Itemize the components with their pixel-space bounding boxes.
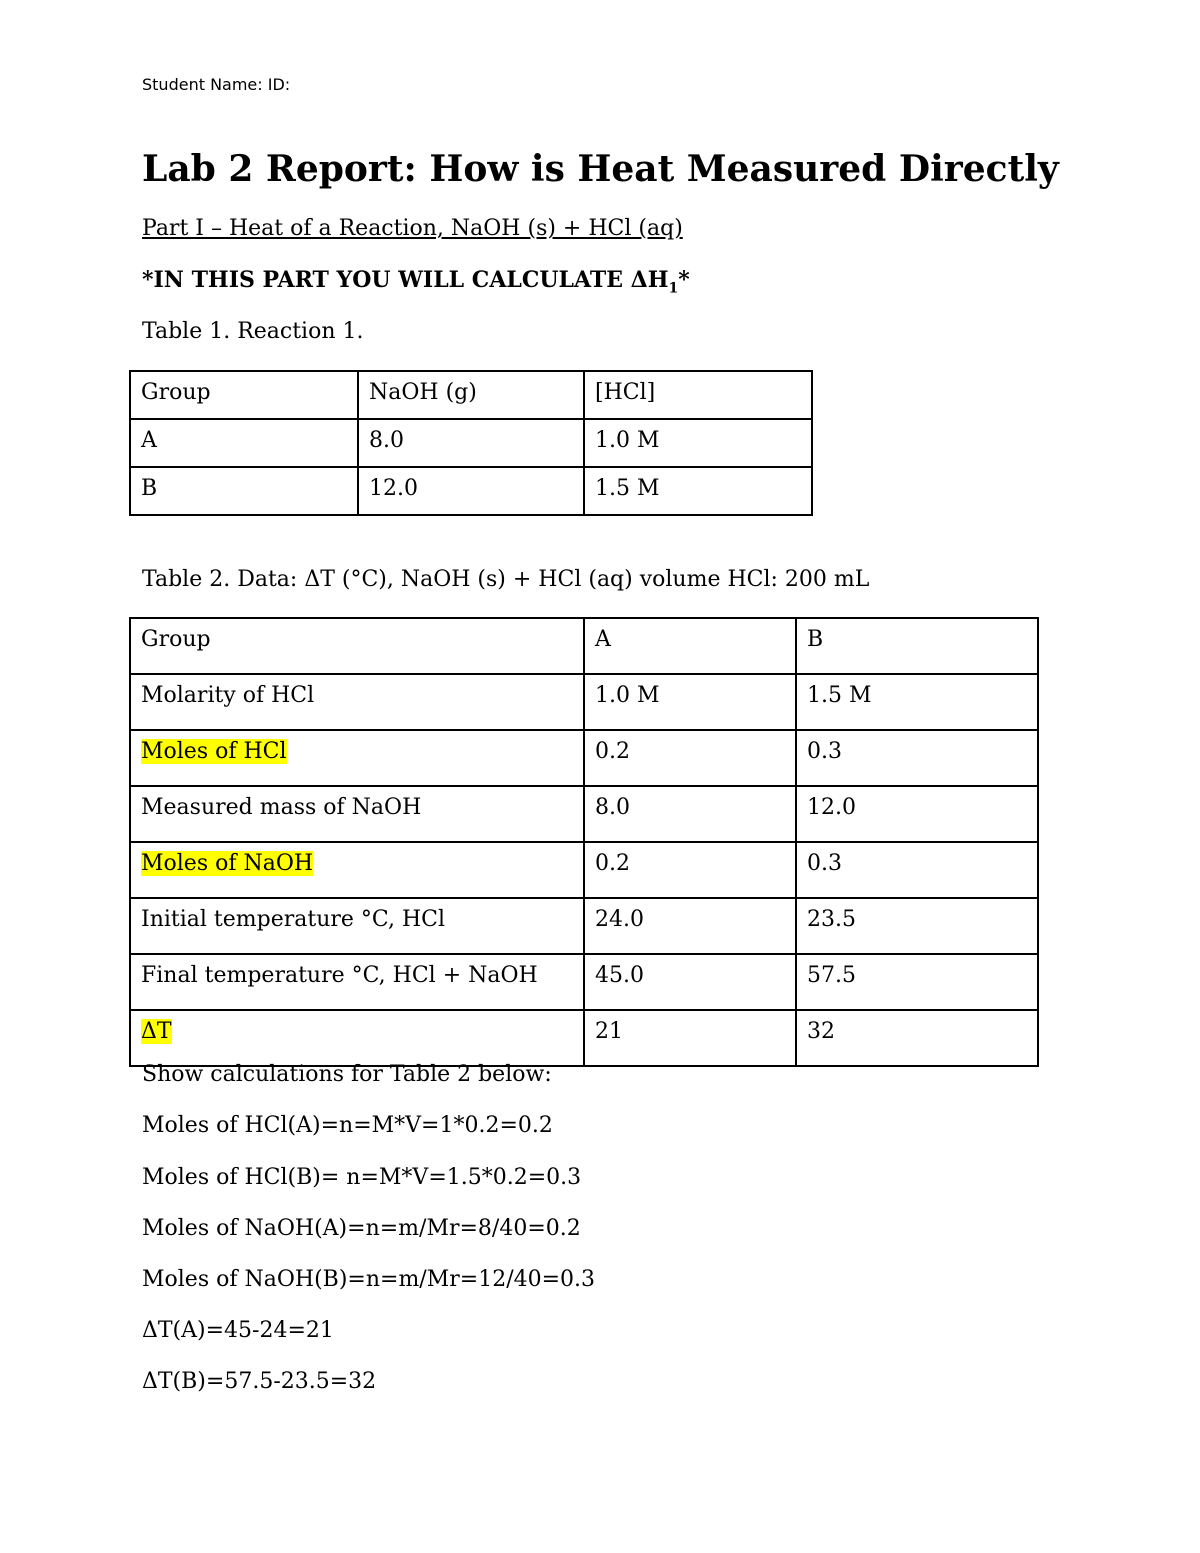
table-header-row	[130, 618, 1038, 674]
table-row	[130, 786, 1038, 842]
table-row	[130, 467, 812, 515]
table-cell: 57.5	[796, 954, 1038, 1010]
table-cell: 8.0	[584, 786, 796, 842]
table-cell: 1.0 M	[584, 674, 796, 730]
table-cell: 8.0	[358, 419, 584, 467]
table-header-cell: [HCl]	[584, 371, 812, 419]
table-cell: Molarity of HCl	[130, 674, 584, 730]
table-row	[130, 898, 1038, 954]
data-table	[129, 617, 1039, 1067]
table-row	[130, 730, 1038, 786]
table-cell: B	[130, 467, 358, 515]
table-cell: 45.0	[584, 954, 796, 1010]
calculation-line: ΔT(B)=57.5-23.5=32	[142, 1369, 377, 1394]
highlighted-label: ΔT	[141, 1019, 172, 1044]
table-cell: 0.3	[796, 842, 1038, 898]
table-cell: 12.0	[358, 467, 584, 515]
calculation-line: Moles of NaOH(B)=n=m/Mr=12/40=0.3	[142, 1267, 596, 1292]
page-title: Lab 2 Report: How is Heat Measured Directly	[142, 148, 1059, 190]
table-cell: 12.0	[796, 786, 1038, 842]
table-header-cell: NaOH (g)	[358, 371, 584, 419]
table-cell: Initial temperature °C, HCl	[130, 898, 584, 954]
instruction-subscript: 1	[668, 280, 679, 297]
table-cell: 1.5 M	[584, 467, 812, 515]
table-row	[130, 842, 1038, 898]
table-cell: Final temperature °C, HCl + NaOH	[130, 954, 584, 1010]
table-row	[130, 419, 812, 467]
table-row	[130, 674, 1038, 730]
part-heading: Part I – Heat of a Reaction, NaOH (s) + HCl (aq)	[142, 216, 683, 241]
table-row	[130, 954, 1038, 1010]
calculation-line: Moles of NaOH(A)=n=m/Mr=8/40=0.2	[142, 1216, 581, 1241]
table-cell	[130, 1010, 584, 1066]
table-cell: 1.0 M	[584, 419, 812, 467]
instruction-line	[142, 267, 690, 296]
table-cell: 0.3	[796, 730, 1038, 786]
table-cell: 0.2	[584, 842, 796, 898]
calculation-line: Moles of HCl(B)= n=M*V=1.5*0.2=0.3	[142, 1165, 582, 1190]
table-header-cell: Group	[130, 371, 358, 419]
table-cell: 32	[796, 1010, 1038, 1066]
calculations-heading: Show calculations for Table 2 below:	[142, 1062, 552, 1087]
table1-caption: Table 1. Reaction 1.	[142, 319, 364, 344]
instruction-prefix: *IN THIS PART YOU WILL CALCULATE ΔH	[142, 267, 669, 293]
highlighted-label: Moles of NaOH	[141, 851, 314, 876]
table-cell: A	[130, 419, 358, 467]
student-name-line: Student Name: ID:	[142, 75, 291, 94]
calculation-line: ΔT(A)=45-24=21	[142, 1318, 334, 1343]
instruction-suffix: *	[678, 267, 690, 293]
table-row	[130, 1010, 1038, 1066]
reaction-table	[129, 370, 813, 516]
highlighted-label: Moles of HCl	[141, 739, 287, 764]
table-header-cell: B	[796, 618, 1038, 674]
table-cell	[130, 842, 584, 898]
table-cell: 23.5	[796, 898, 1038, 954]
table-cell: Measured mass of NaOH	[130, 786, 584, 842]
table2-caption: Table 2. Data: ΔT (°C), NaOH (s) + HCl (aq) volume HCl: 200 mL	[142, 567, 870, 592]
table-header-row	[130, 371, 812, 419]
table-cell: 0.2	[584, 730, 796, 786]
calculation-line: Moles of HCl(A)=n=M*V=1*0.2=0.2	[142, 1113, 553, 1138]
table-header-cell: A	[584, 618, 796, 674]
table-cell: 24.0	[584, 898, 796, 954]
table-cell	[130, 730, 584, 786]
table-header-cell: Group	[130, 618, 584, 674]
table-cell: 21	[584, 1010, 796, 1066]
table-cell: 1.5 M	[796, 674, 1038, 730]
